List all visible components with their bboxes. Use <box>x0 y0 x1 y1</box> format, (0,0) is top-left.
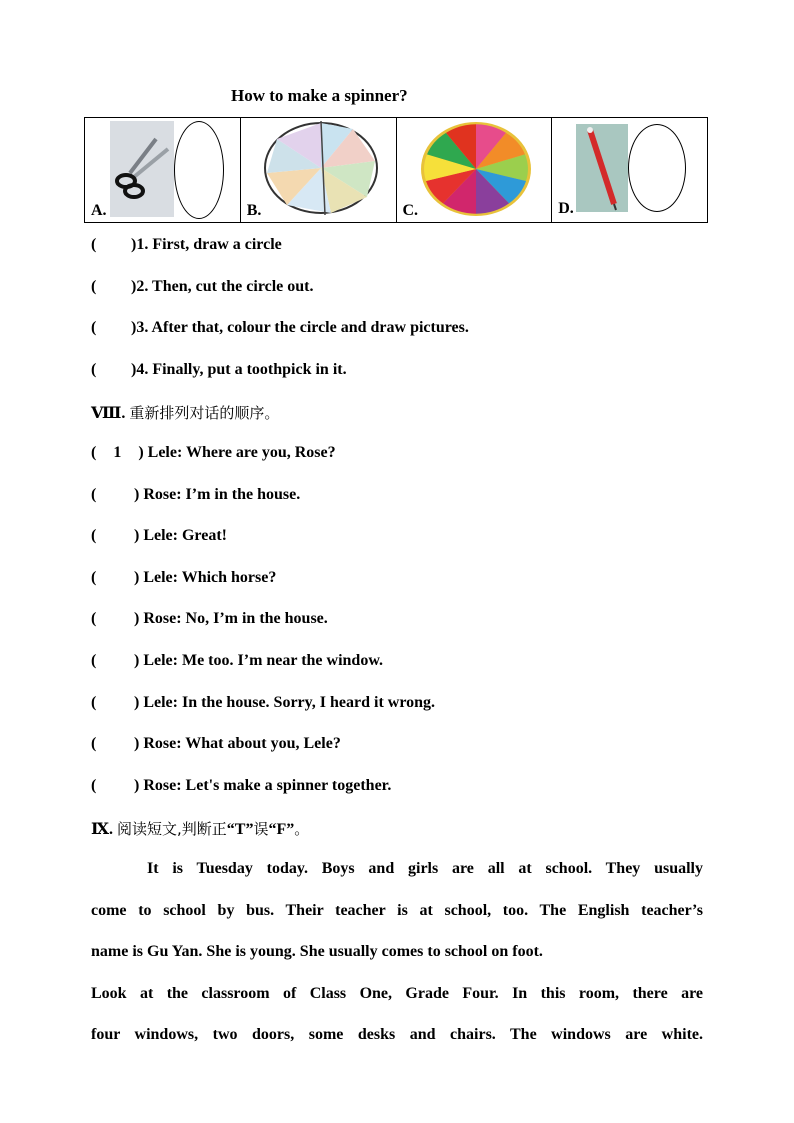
option-label: B. <box>246 202 262 219</box>
option-label: C. <box>402 202 419 219</box>
passage-line: Look at the classroom of Class One, Grade Four. In this room, there are <box>91 985 703 1002</box>
picture-cell-d <box>552 118 708 223</box>
section-heading-8: Ⅷ. 重新排列对话的顺序。 <box>91 404 280 422</box>
dialogue-line: ( ) Lele: Which horse? <box>91 569 277 586</box>
step-item: ( )1. First, draw a circle <box>91 236 282 253</box>
dialogue-line: ( ) Rose: What about you, Lele? <box>91 735 341 752</box>
blank-oval <box>174 121 224 219</box>
picture-cell-c <box>396 118 552 223</box>
step-item: ( )3. After that, colour the circle and draw pictures. <box>91 319 469 336</box>
picture-wheel-icon <box>263 121 379 215</box>
dialogue-line: ( ) Rose: No, I’m in the house. <box>91 610 328 627</box>
passage-line: It is Tuesday today. Boys and girls are all at school. They usually <box>147 860 703 877</box>
passage-line: name is Gu Yan. She is young. She usually comes to school on foot. <box>91 943 543 960</box>
dialogue-line: ( ) Rose: Let's make a spinner together. <box>91 777 392 794</box>
step-item: ( )2. Then, cut the circle out. <box>91 278 314 295</box>
pen-icon <box>576 124 628 212</box>
picture-table <box>84 117 708 223</box>
color-wheel-icon <box>420 121 532 217</box>
dialogue-line: ( ) Lele: In the house. Sorry, I heard it wrong. <box>91 694 436 711</box>
passage-line: come to school by bus. Their teacher is at school, too. The English teacher’s <box>91 902 703 919</box>
picture-cell-b <box>240 118 396 223</box>
section-heading-9: Ⅸ. 阅读短文,判断正“T”误“F”。 <box>91 820 310 838</box>
picture-cell-a <box>85 118 241 223</box>
dialogue-line: ( 1 ) Lele: Where are you, Rose? <box>91 444 336 461</box>
page-title: How to make a spinner? <box>231 86 408 105</box>
dialogue-line: ( ) Lele: Great! <box>91 527 227 544</box>
step-item: ( )4. Finally, put a toothpick in it. <box>91 361 347 378</box>
blank-oval <box>628 124 686 212</box>
scissors-icon <box>110 121 174 217</box>
passage-line: four windows, two doors, some desks and chairs. The windows are white. <box>91 1026 703 1043</box>
dialogue-line: ( ) Lele: Me too. I’m near the window. <box>91 652 383 669</box>
option-label: A. <box>91 202 107 219</box>
option-label: D. <box>558 200 574 217</box>
dialogue-line: ( ) Rose: I’m in the house. <box>91 486 301 503</box>
answer-value: 1 <box>113 444 122 461</box>
